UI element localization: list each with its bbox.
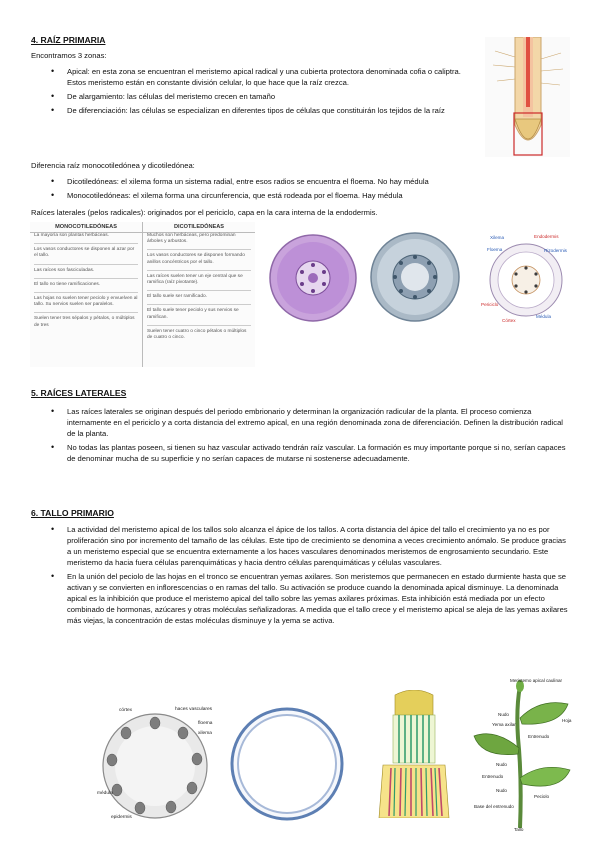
list-item: • En la unión del peciolo de las hojas en el tronco se encuentran yemas axilares. Son meristemos que permanecen en estado durmiente hasta que se activan y se convierten en inflorescencias o en ramas del tallo. Su activación se produce cuando la denominada apical disminuye. La denominada apical es la inhibición que produce el meristemo apical del tallo sobre las yemas axilares próximas. Esta inhibición está mediada por un efecto combinado de hormonas, azúcares y otras moléculas señalizadoras. A medida que el tallo crece y el meristemo apical se aleja de las yemas axilares más viejas, la concentración de estas moléculas disminuye y la yema se activa.: [67, 571, 572, 626]
label-hoja: Hoja: [562, 718, 572, 723]
lateral-note: Raíces laterales (pelos radicales): originados por el periciclo, capa en la cara interna de la endodermis.: [31, 208, 378, 217]
list-item: • No todas las plantas poseen, si tienen su haz vascular activado tendrán raíz vascular. La formación es muy importante porque si no, serían capaces de denominar mucha de su superficie y no serían capaces de mutarse ni sostenerse adecuadamente.: [67, 442, 572, 464]
labeled-root-diagram: [478, 228, 570, 326]
stem-ring-section: [228, 705, 346, 823]
table-cell: El tallo suele tener peciolo y sus nervios se ramifican.: [147, 308, 239, 320]
label-apical-meristem: Meristemo apical caulinar: [510, 678, 563, 683]
list-item: [67, 190, 567, 201]
zone-text: las células del meristemo crecen en tamaño: [124, 92, 276, 101]
table-cell: La mayoría son plantas herbáceas.: [34, 233, 109, 238]
list-item: [67, 176, 567, 187]
list-item: [67, 91, 477, 102]
label-medula: médula: [97, 791, 113, 796]
list-item: [67, 105, 477, 116]
table-cell: Los vasos conductores se disponen formando anillos concéntricos por el tallo.: [147, 253, 245, 265]
zones-intro: Encontramos 3 zonas:: [31, 51, 107, 60]
zone-label: De alargamiento:: [67, 92, 125, 101]
diff-text: el xilema forma una circunferencia, que está rodeada por el floema. Hay médula: [130, 191, 403, 200]
label-cortex: Córtex: [502, 318, 516, 323]
zone-label: De diferenciación:: [67, 106, 128, 115]
label-base-entrenudo: Base del entrenudo: [474, 804, 514, 809]
root-tip-illustration: [485, 37, 570, 157]
label-yema-axilar: Yema axilar: [492, 722, 516, 727]
table-header-dico: DICOTILEDÓNEAS: [143, 222, 256, 233]
table-header-mono: MONOCOTILEDÓNEAS: [30, 222, 143, 233]
table-cell: Las raíces son fasciculadas.: [34, 267, 95, 273]
label-nudo-3: Nudo: [496, 788, 507, 793]
zone-text: en esta zona se encuentran el meristemo apical radical y una cubierta protectora denominada cofia o caliptra. Estos meristemo están en constante división celular, lo que hace que la raíz crezca.: [67, 67, 461, 87]
table-cell: Suelen tener tres sépalos y pétalos, o múltiplos de tres: [34, 316, 135, 328]
label-floema: Floema: [487, 247, 503, 252]
diff-intro: Diferencia raíz monocotiledónea y dicotiledónea:: [31, 161, 195, 170]
table-cell: El tallo no tiene ramificaciones.: [34, 281, 101, 287]
label-vascular-bundles: haces vasculares: [175, 707, 213, 712]
zones-list: [67, 66, 477, 119]
table-cell: Muchos son herbáceas, pero predominan árboles y arbustos.: [147, 233, 236, 245]
label-rizodermis: Rizodermis: [544, 248, 567, 253]
label-peciolo: Peciolo: [534, 794, 550, 799]
label-nudo: Nudo: [498, 712, 509, 717]
label-xilema: xilema: [198, 731, 212, 736]
label-entrenudo: Entrenudo: [528, 734, 550, 739]
list-item: • Las raíces laterales se originan después del periodo embrionario y determinan la organización radicular de la planta. El proceso comienza internamente en el periciclo y a corta distancia del extremo apical, en una región denominada zona de diferenciación. Definen la distribución radical de la planta.: [67, 406, 572, 439]
label-floema: floema: [198, 721, 213, 726]
label-medula: Médula: [536, 314, 552, 319]
table-cell: Suelen tener cuatro o cinco pétalos o múltiplos de cuatro o cinco.: [147, 328, 247, 341]
label-cortex: córtex: [119, 708, 133, 713]
table-row: [30, 233, 255, 368]
comparison-table: [30, 222, 255, 367]
monocot-root-section: [370, 230, 460, 324]
table-cell: El tallo suele ser ramificado.: [147, 294, 207, 300]
list-item: [67, 66, 477, 88]
table-cell: Los vasos conductores se disponen al azar por el tallo.: [34, 247, 135, 259]
label-entrenudo-2: Entrenudo: [482, 774, 504, 779]
label-periciclo: Periciclo: [481, 302, 499, 307]
diff-label: Monocotiledóneas:: [67, 191, 131, 200]
diff-label: Dicotiledóneas:: [67, 177, 119, 186]
stem-tissue-diagram: [355, 690, 473, 832]
dicot-root-section: [268, 232, 358, 324]
label-xilema: Xilema: [490, 235, 505, 240]
stem-cross-section: [95, 704, 217, 822]
section-5-list: [67, 406, 572, 467]
plant-shoot-illustration: [470, 678, 580, 833]
section-5-heading: 5. RAÍCES LATERALES: [31, 388, 127, 398]
section-6-heading: 6. TALLO PRIMARIO: [31, 508, 114, 518]
section-4-heading: 4. RAÍZ PRIMARIA: [31, 35, 106, 45]
label-nudo-2: Nudo: [496, 762, 507, 767]
diff-list: [67, 176, 567, 204]
diff-text: el xilema forma un sistema radial, entre esos radios se encuentra el floema. No hay médula: [118, 177, 429, 186]
label-endodermis: Endodermis: [534, 234, 559, 239]
table-cell: Las hojas no suelen tener peciolo y envuelven al tallo. Su nervios suelen ser paralelos.: [34, 296, 138, 308]
section-6-list: [67, 524, 572, 629]
list-item: • La actividad del meristemo apical de los tallos solo alcanza el ápice de los tallos. A corta distancia del ápice del tallo el crecimiento ya no es por proliferación sino por incremento del tamaño de las células. Este tipo de crecimiento se denomina a veces crecimiento anómalo. Se produce gracias a un meristemo especial que se encuentra externamente a los haces vasculares denominados meristemos de engrosamiento secundario. Este meristemo da hacia fuera células parenquimáticas y hacia dentro células parenquimáticas y células vasculares.: [67, 524, 572, 568]
zone-label: Apical:: [67, 67, 90, 76]
zone-text: las células se especializan en diferentes tipos de células que constituirán los tejidos de la raíz: [127, 106, 445, 115]
label-tallo: Tallo: [514, 827, 524, 832]
label-epidermis: epidermis: [111, 815, 132, 820]
table-cell: Las raíces suelen tener un eje central que se ramifica (raíz pivotante).: [147, 273, 243, 286]
